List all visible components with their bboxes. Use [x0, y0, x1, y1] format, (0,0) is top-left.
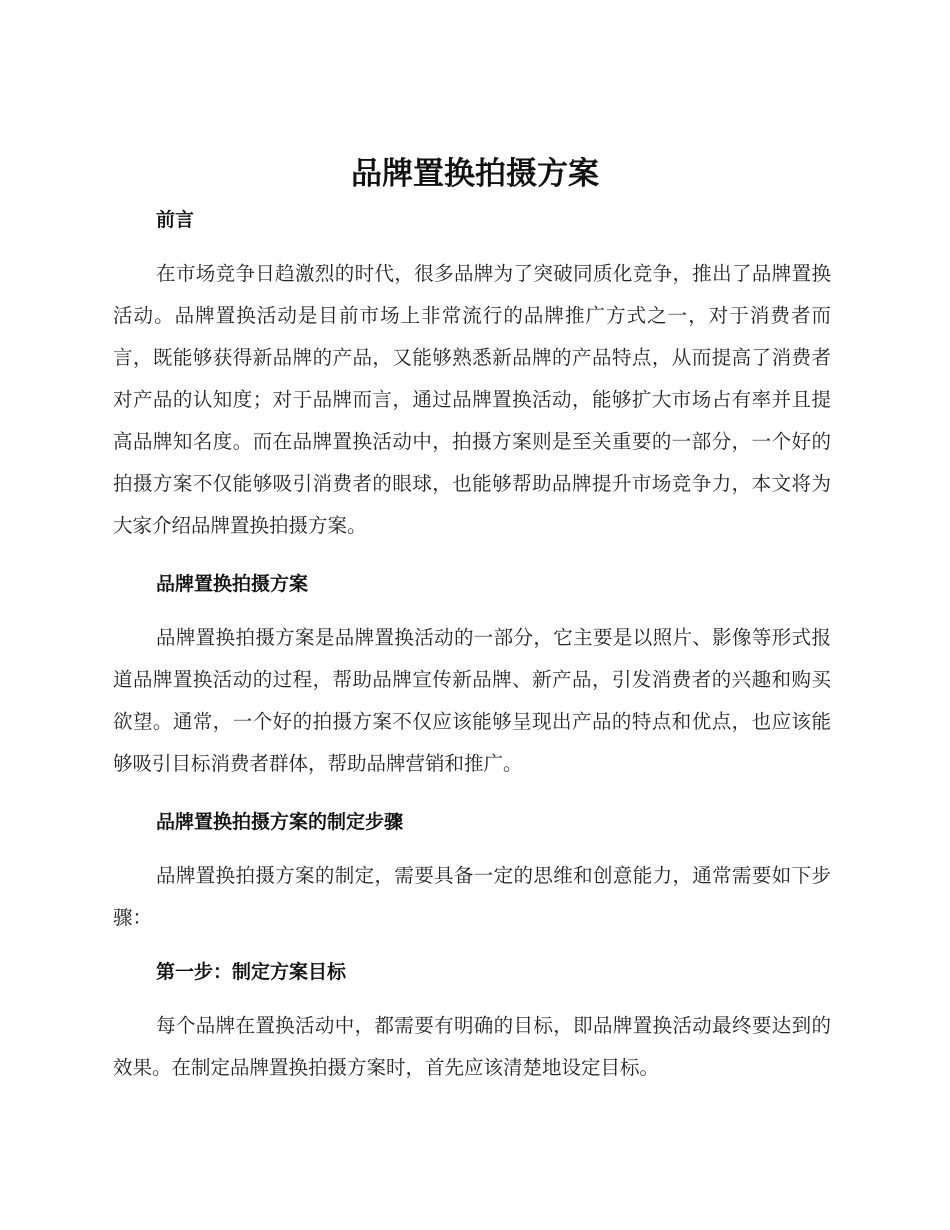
paragraph-preface: 在市场竞争日趋激烈的时代，很多品牌为了突破同质化竞争，推出了品牌置换活动。品牌置换活动是目前市场上非常流行的品牌推广方式之一，对于消费者而言，既能够获得新品牌的产品，又能够熟悉新品牌的产品特点，从而提高了消费者对产品的认知度；对于品牌而言，通过品牌置换活动，能够扩大市场占有率并且提高品牌知名度。而在品牌置换活动中，拍摄方案则是至关重要的一部分，一个好的拍摄方案不仅能够吸引消费者的眼球，也能够帮助品牌提升市场竞争力，本文将为大家介绍品牌置换拍摄方案。 — [113, 262, 831, 537]
document-title: 品牌置换拍摄方案 — [351, 156, 599, 192]
section-heading-shooting-plan: 品牌置换拍摄方案 — [156, 573, 309, 595]
section-heading-steps: 品牌置换拍摄方案的制定步骤 — [156, 811, 404, 833]
paragraph-shooting-plan: 品牌置换拍摄方案是品牌置换活动的一部分，它主要是以照片、影像等形式报道品牌置换活动的过程，帮助品牌宣传新品牌、新产品，引发消费者的兴趣和购买欲望。通常，一个好的拍摄方案不仅应该能够呈现出产品的特点和优点，也应该能够吸引目标消费者群体，帮助品牌营销和推广。 — [113, 626, 831, 775]
paragraph-steps: 品牌置换拍摄方案的制定，需要具备一定的思维和创意能力，通常需要如下步骤： — [113, 864, 831, 929]
paragraph-step-one: 每个品牌在置换活动中，都需要有明确的目标，即品牌置换活动最终要达到的效果。在制定品牌置换拍摄方案时，首先应该清楚地设定目标。 — [113, 1014, 831, 1079]
section-heading-step-one: 第一步：制定方案目标 — [156, 961, 347, 983]
section-heading-preface: 前言 — [156, 209, 195, 231]
